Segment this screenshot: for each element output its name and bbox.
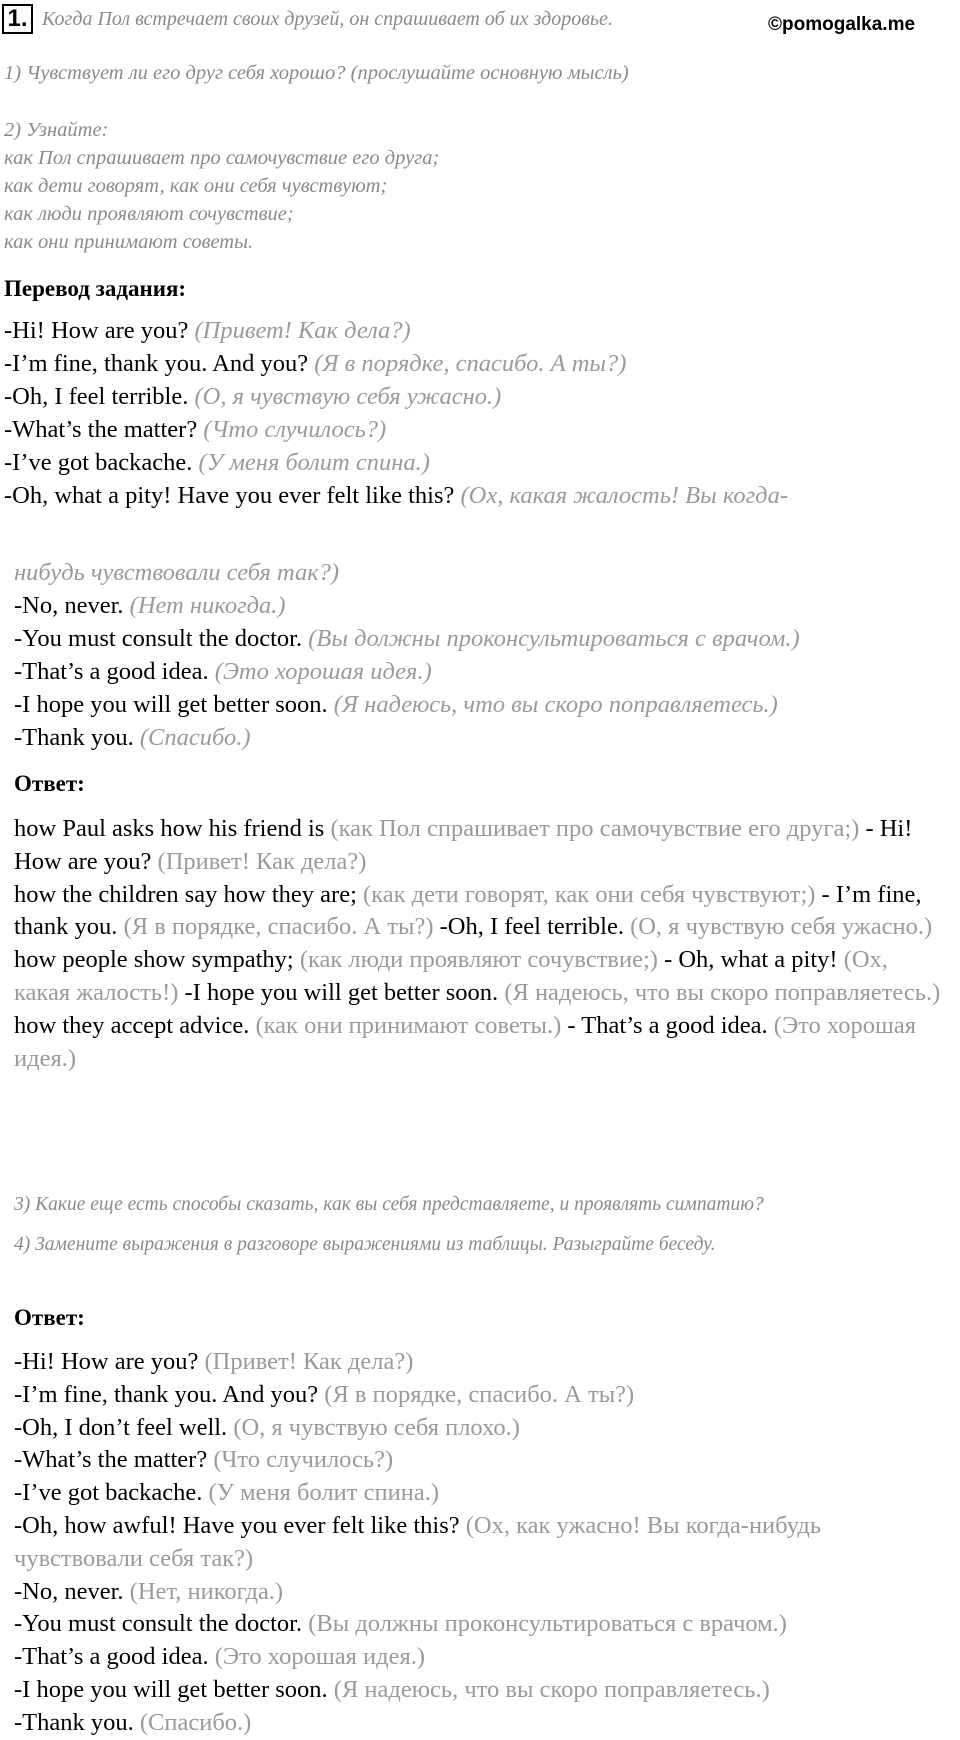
dialog-line [14, 1608, 949, 1641]
answer-paragraphs [14, 813, 949, 1075]
question-1: 1) Чувствует ли его друг себя хорошо? (прослушайте основную мысль) [4, 62, 629, 84]
russian-translation: (У меня болит спина.) [208, 1479, 439, 1507]
english-text: -Oh, I feel terrible. [439, 913, 624, 941]
russian-translation: (Я надеюсь, что вы скоро поправляетесь.) [504, 978, 941, 1006]
dialog-line [4, 383, 501, 411]
english-text: -I’ve got backache. [14, 1479, 203, 1507]
russian-translation: (Спасибо.) [139, 724, 251, 751]
dialog-line [14, 1477, 949, 1510]
english-text: -That’s a good idea. [14, 1643, 209, 1671]
russian-translation: (О, я чувствую себя ужасно.) [194, 383, 502, 410]
english-text: how the children say how they are; [14, 880, 357, 908]
dialog-line [4, 449, 430, 477]
dialog-line [14, 691, 778, 719]
translation-heading: Перевод задания: [4, 276, 187, 301]
russian-translation: (Нет никогда.) [129, 592, 286, 619]
english-text: -What’s the matter? [14, 1446, 208, 1474]
english-text: -Oh, what a pity! Have you ever felt like this? [4, 482, 455, 509]
english-text: -I hope you will get better soon. [184, 978, 499, 1006]
answer-dialog [14, 1346, 949, 1740]
english-text: -Oh, how awful! Have you ever felt like this? [14, 1511, 460, 1539]
english-text: how they accept advice. [14, 1011, 250, 1039]
english-text: -I hope you will get better soon. [14, 691, 328, 718]
english-text: -Thank you. [14, 724, 134, 751]
english-text: -What’s the matter? [4, 416, 198, 443]
dialog-line [14, 1576, 949, 1609]
russian-translation: (Я надеюсь, что вы скоро поправляетесь.) [333, 1675, 770, 1703]
dialog-line [14, 1346, 949, 1379]
question-3: 3) Какие еще есть способы сказать, как вы себя представляете, и проявлять симпатию? [14, 1194, 764, 1215]
english-text: -Hi! How are you? [4, 317, 189, 344]
english-text: -No, never. [14, 592, 124, 619]
russian-translation: (как люди проявляют сочувствие;) [299, 946, 658, 974]
dialog-line [14, 1379, 949, 1412]
question-2-title: 2) Узнайте: [4, 119, 109, 141]
dialog-line [4, 416, 386, 444]
dialog-line [14, 592, 286, 620]
russian-translation: (Вы должны проконсультироваться с врачом.) [308, 1610, 787, 1638]
dialog-line [14, 1444, 949, 1477]
russian-translation: (Это хорошая идея.) [14, 1011, 916, 1072]
answer-paragraph [14, 944, 949, 1010]
russian-translation: (Это хорошая идея.) [214, 1643, 425, 1671]
russian-translation: (Ох, как ужасно! Вы когда-нибудь чувствовали себя так?) [14, 1511, 822, 1572]
question-4: 4) Замените выражения в разговоре выражениями из таблицы. Разыграйте беседу. [14, 1234, 716, 1255]
answer-paragraph [14, 1010, 949, 1076]
russian-translation: (О, я чувствую себя плохо.) [233, 1413, 520, 1441]
english-text: -Oh, I don’t feel well. [14, 1413, 228, 1441]
russian-translation: (Вы должны проконсультироваться с врачом.) [308, 625, 800, 652]
russian-translation: (как они принимают советы.) [255, 1011, 562, 1039]
russian-translation: (О, я чувствую себя ужасно.) [630, 913, 933, 941]
english-text: -That’s a good idea. [14, 658, 209, 685]
english-text: -I’m fine, thank you. And you? [4, 350, 309, 377]
english-text: -Oh, I feel terrible. [4, 383, 189, 410]
answer-heading: Ответ: [14, 1305, 85, 1330]
english-text: -Hi! How are you? [14, 1348, 199, 1375]
dialog-line [4, 482, 788, 510]
russian-translation: (Что случилось?) [213, 1446, 394, 1474]
english-text: -I’m fine, thank you. And you? [14, 1380, 319, 1408]
english-text: -I’ve got backache. [4, 449, 193, 476]
dialog-line [14, 1510, 949, 1576]
russian-translation: (Я надеюсь, что вы скоро поправляетесь.) [333, 691, 778, 718]
english-text: - I’m fine, thank you. [14, 880, 922, 941]
dialog-line [4, 350, 626, 378]
question-2-item: как люди проявляют сочувствие; [4, 203, 294, 225]
watermark: ©pomogalka.me [768, 14, 916, 35]
english-text: -You must consult the doctor. [14, 1610, 303, 1638]
dialog-line [14, 1674, 949, 1707]
english-text: how people show sympathy; [14, 946, 294, 974]
russian-translation: (У меня болит спина.) [198, 449, 430, 476]
task-intro: Когда Пол встречает своих друзей, он спрашивает об их здоровье. [42, 8, 613, 30]
russian-translation: (Я в порядке, спасибо. А ты?) [324, 1380, 635, 1408]
english-text: - Hi! How are you? [14, 815, 913, 875]
english-text: -You must consult the doctor. [14, 625, 303, 652]
russian-translation: (Привет! Как дела?) [157, 847, 367, 875]
dialog-line [14, 724, 251, 752]
russian-translation: (как Пол спрашивает про самочувствие его друга;) [330, 815, 860, 842]
dialog-line [14, 1707, 949, 1740]
english-text: -No, never. [14, 1577, 124, 1605]
task-number: 1. [2, 4, 33, 34]
answer-heading: Ответ: [14, 771, 85, 796]
dialog-line [14, 1412, 949, 1445]
russian-translation: (как дети говорят, как они себя чувствуют;) [363, 880, 816, 908]
dialog-line [14, 625, 800, 653]
russian-translation: (Привет! Как дела?) [194, 317, 411, 344]
russian-translation: (Я в порядке, спасибо. А ты?) [314, 350, 627, 377]
translation-continuation: нибудь чувствовали себя так?) [14, 559, 340, 586]
answer-paragraph [14, 879, 949, 945]
russian-translation: (Привет! Как дела?) [204, 1348, 414, 1375]
english-text: -Thank you. [14, 1708, 134, 1736]
russian-translation: (Это хорошая идея.) [214, 658, 432, 685]
russian-translation: (Я в порядке, спасибо. А ты?) [123, 913, 434, 941]
question-2-item: как дети говорят, как они себя чувствуют; [4, 175, 388, 197]
russian-translation: (Что случилось?) [203, 416, 387, 443]
english-text: how Paul asks how his friend is [14, 815, 325, 842]
russian-translation: (Нет, никогда.) [129, 1577, 284, 1605]
question-2-item: как Пол спрашивает про самочувствие его друга; [4, 147, 440, 169]
dialog-line [4, 317, 411, 345]
answer-paragraph [14, 813, 949, 879]
english-text: -I hope you will get better soon. [14, 1675, 328, 1703]
dialog-line [14, 658, 432, 686]
english-text: - That’s a good idea. [567, 1011, 768, 1039]
russian-translation: (Ох, какая жалость! Вы когда- [460, 482, 788, 509]
russian-translation: (Спасибо.) [139, 1708, 252, 1736]
english-text: - Oh, what a pity! [664, 946, 838, 974]
dialog-line [14, 1641, 949, 1674]
question-2-item: как они принимают советы. [4, 231, 254, 253]
russian-translation: (Ох, какая жалость!) [14, 946, 888, 1006]
